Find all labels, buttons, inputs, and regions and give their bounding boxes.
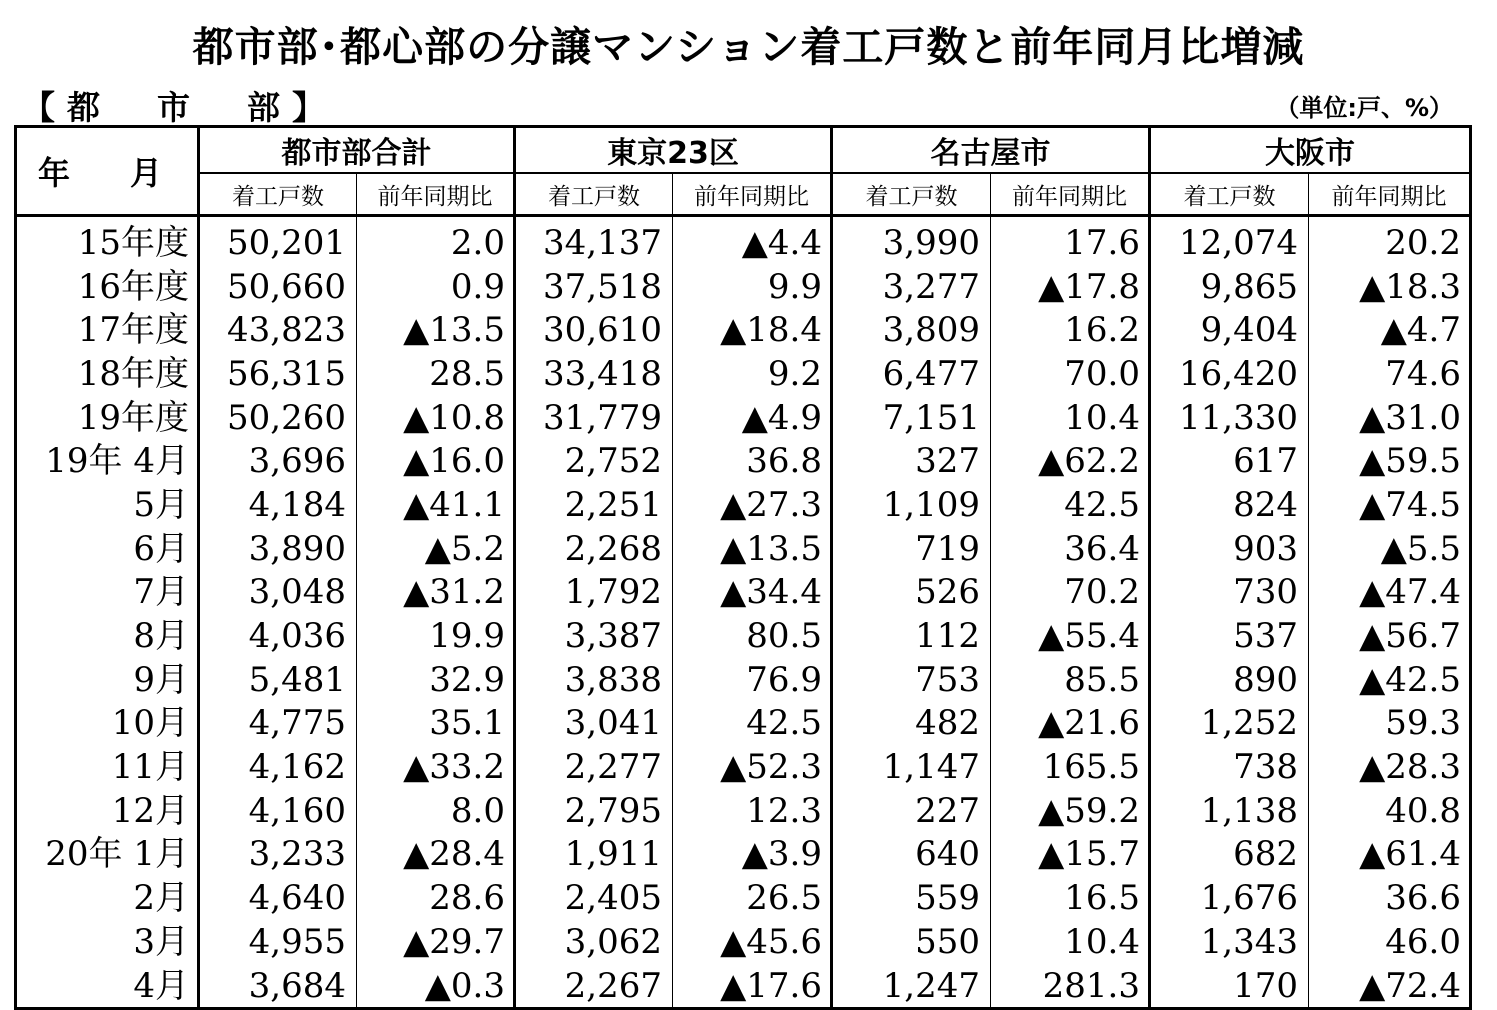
region-label: 【都 市 部】 — [22, 88, 337, 127]
starts-cell: 730 — [1150, 571, 1309, 615]
ratio-cell: 19.9 — [357, 614, 515, 658]
ratio-cell: 28.6 — [357, 876, 515, 920]
header-group-tokyo23: 東京23区 — [515, 127, 832, 174]
ratio-cell: 36.6 — [1309, 876, 1471, 920]
row-period: 16年度 — [77, 266, 189, 307]
starts-cell: 3,041 — [515, 702, 673, 746]
starts-cell: 4,162 — [199, 745, 357, 789]
ratio-cell: 9.9 — [673, 265, 832, 309]
starts-cell: 37,518 — [515, 265, 673, 309]
ratio-cell: 36.8 — [673, 439, 832, 483]
ratio-cell: ▲10.8 — [357, 396, 515, 440]
starts-cell: 682 — [1150, 833, 1309, 877]
starts-cell: 3,990 — [832, 216, 991, 265]
table-row — [16, 745, 1471, 789]
header-group-total: 都市部合計 — [199, 127, 515, 174]
ratio-cell: ▲17.6 — [673, 964, 832, 1009]
ratio-cell: ▲45.6 — [673, 920, 832, 964]
ratio-cell: 85.5 — [991, 658, 1150, 702]
subheader-ratio: 前年同期比 — [357, 173, 515, 216]
starts-cell: 43,823 — [199, 308, 357, 352]
ratio-cell: ▲59.5 — [1309, 439, 1471, 483]
starts-cell: 3,838 — [515, 658, 673, 702]
ratio-cell: 8.0 — [357, 789, 515, 833]
header-group-osaka: 大阪市 — [1150, 127, 1471, 174]
ratio-cell: ▲42.5 — [1309, 658, 1471, 702]
table-row — [16, 352, 1471, 396]
ratio-cell: 80.5 — [673, 614, 832, 658]
row-period: 2月 — [133, 878, 189, 919]
starts-cell: 3,062 — [515, 920, 673, 964]
ratio-cell: ▲5.2 — [357, 527, 515, 571]
table-row — [16, 483, 1471, 527]
ratio-cell: ▲28.3 — [1309, 745, 1471, 789]
ratio-cell: ▲17.8 — [991, 265, 1150, 309]
starts-cell: 1,247 — [832, 964, 991, 1009]
ratio-cell: ▲74.5 — [1309, 483, 1471, 527]
ratio-cell: 32.9 — [357, 658, 515, 702]
starts-cell: 4,160 — [199, 789, 357, 833]
table-body — [16, 216, 1471, 1009]
table-row — [16, 833, 1471, 877]
starts-cell: 5,481 — [199, 658, 357, 702]
ratio-cell: 70.0 — [991, 352, 1150, 396]
table-row — [16, 527, 1471, 571]
starts-cell: 738 — [1150, 745, 1309, 789]
starts-cell: 112 — [832, 614, 991, 658]
table-row — [16, 658, 1471, 702]
ratio-cell: ▲33.2 — [357, 745, 515, 789]
starts-cell: 3,048 — [199, 571, 357, 615]
ratio-cell: ▲61.4 — [1309, 833, 1471, 877]
ratio-cell: ▲18.3 — [1309, 265, 1471, 309]
table-row — [16, 614, 1471, 658]
ratio-cell: ▲13.5 — [673, 527, 832, 571]
starts-cell: 1,792 — [515, 571, 673, 615]
ratio-cell: 12.3 — [673, 789, 832, 833]
ratio-cell: ▲13.5 — [357, 308, 515, 352]
table-row — [16, 396, 1471, 440]
starts-cell: 327 — [832, 439, 991, 483]
starts-cell: 903 — [1150, 527, 1309, 571]
ratio-cell: 17.6 — [991, 216, 1150, 265]
starts-cell: 2,795 — [515, 789, 673, 833]
starts-cell: 227 — [832, 789, 991, 833]
ratio-cell: 59.3 — [1309, 702, 1471, 746]
ratio-cell: ▲0.3 — [357, 964, 515, 1009]
starts-cell: 1,109 — [832, 483, 991, 527]
ratio-cell: 42.5 — [991, 483, 1150, 527]
row-period: 19年 4月 — [45, 441, 189, 482]
ratio-cell: 0.9 — [357, 265, 515, 309]
ratio-cell: 42.5 — [673, 702, 832, 746]
starts-cell: 4,036 — [199, 614, 357, 658]
starts-cell: 1,252 — [1150, 702, 1309, 746]
starts-cell: 12,074 — [1150, 216, 1309, 265]
row-period: 8月 — [133, 616, 189, 657]
row-period: 15年度 — [77, 222, 189, 263]
ratio-cell: ▲18.4 — [673, 308, 832, 352]
ratio-cell: ▲34.4 — [673, 571, 832, 615]
row-period: 10月 — [111, 703, 189, 744]
ratio-cell: 74.6 — [1309, 352, 1471, 396]
starts-cell: 3,387 — [515, 614, 673, 658]
starts-cell: 3,696 — [199, 439, 357, 483]
page-title: 都市部･都心部の分譲マンション着工戸数と前年同月比増減 — [192, 23, 1305, 71]
ratio-cell: ▲27.3 — [673, 483, 832, 527]
starts-cell: 640 — [832, 833, 991, 877]
starts-cell: 3,277 — [832, 265, 991, 309]
starts-cell: 550 — [832, 920, 991, 964]
starts-cell: 482 — [832, 702, 991, 746]
table-row — [16, 876, 1471, 920]
starts-cell: 2,277 — [515, 745, 673, 789]
ratio-cell: ▲55.4 — [991, 614, 1150, 658]
ratio-cell: ▲47.4 — [1309, 571, 1471, 615]
starts-cell: 34,137 — [515, 216, 673, 265]
starts-cell: 1,343 — [1150, 920, 1309, 964]
row-period: 17年度 — [77, 310, 189, 351]
starts-cell: 33,418 — [515, 352, 673, 396]
data-table — [14, 125, 1472, 1010]
ratio-cell: ▲16.0 — [357, 439, 515, 483]
ratio-cell: 35.1 — [357, 702, 515, 746]
ratio-cell: ▲59.2 — [991, 789, 1150, 833]
starts-cell: 2,405 — [515, 876, 673, 920]
ratio-cell: 16.2 — [991, 308, 1150, 352]
starts-cell: 31,779 — [515, 396, 673, 440]
subheader-starts: 着工戸数 — [515, 173, 673, 216]
starts-cell: 9,865 — [1150, 265, 1309, 309]
unit-label: （単位:戸、%） — [1275, 94, 1453, 122]
starts-cell: 11,330 — [1150, 396, 1309, 440]
starts-cell: 617 — [1150, 439, 1309, 483]
starts-cell: 2,251 — [515, 483, 673, 527]
starts-cell: 3,890 — [199, 527, 357, 571]
ratio-cell: 10.4 — [991, 396, 1150, 440]
table-row — [16, 789, 1471, 833]
ratio-cell: 36.4 — [991, 527, 1150, 571]
row-period: 20年 1月 — [45, 834, 189, 875]
subheader-ratio: 前年同期比 — [673, 173, 832, 216]
starts-cell: 50,660 — [199, 265, 357, 309]
starts-cell: 2,752 — [515, 439, 673, 483]
ratio-cell: 76.9 — [673, 658, 832, 702]
ratio-cell: ▲5.5 — [1309, 527, 1471, 571]
starts-cell: 2,268 — [515, 527, 673, 571]
ratio-cell: 70.2 — [991, 571, 1150, 615]
ratio-cell: 16.5 — [991, 876, 1150, 920]
starts-cell: 3,233 — [199, 833, 357, 877]
ratio-cell: ▲72.4 — [1309, 964, 1471, 1009]
ratio-cell: 9.2 — [673, 352, 832, 396]
row-period: 3月 — [133, 921, 189, 962]
ratio-cell: ▲4.4 — [673, 216, 832, 265]
table-row — [16, 702, 1471, 746]
subheader-ratio: 前年同期比 — [991, 173, 1150, 216]
row-period: 5月 — [133, 484, 189, 525]
ratio-cell: ▲21.6 — [991, 702, 1150, 746]
table-row — [16, 265, 1471, 309]
ratio-cell: ▲52.3 — [673, 745, 832, 789]
subheader-ratio: 前年同期比 — [1309, 173, 1471, 216]
subheader-starts: 着工戸数 — [1150, 173, 1309, 216]
ratio-cell: ▲31.2 — [357, 571, 515, 615]
ratio-cell: 28.5 — [357, 352, 515, 396]
starts-cell: 4,775 — [199, 702, 357, 746]
row-period: 4月 — [133, 965, 189, 1006]
ratio-cell: ▲29.7 — [357, 920, 515, 964]
starts-cell: 1,911 — [515, 833, 673, 877]
starts-cell: 50,260 — [199, 396, 357, 440]
subheader-starts: 着工戸数 — [832, 173, 991, 216]
ratio-cell: 40.8 — [1309, 789, 1471, 833]
row-period: 19年度 — [77, 397, 189, 438]
ratio-cell: 165.5 — [991, 745, 1150, 789]
starts-cell: 1,147 — [832, 745, 991, 789]
starts-cell: 3,684 — [199, 964, 357, 1009]
row-period: 12月 — [111, 790, 189, 831]
subheader-starts: 着工戸数 — [199, 173, 357, 216]
ratio-cell: 26.5 — [673, 876, 832, 920]
ratio-cell: 2.0 — [357, 216, 515, 265]
table-row — [16, 571, 1471, 615]
row-period: 9月 — [133, 659, 189, 700]
table-row — [16, 920, 1471, 964]
starts-cell: 537 — [1150, 614, 1309, 658]
ratio-cell: 10.4 — [991, 920, 1150, 964]
ratio-cell: ▲31.0 — [1309, 396, 1471, 440]
ratio-cell: ▲4.7 — [1309, 308, 1471, 352]
ratio-cell: ▲62.2 — [991, 439, 1150, 483]
starts-cell: 1,138 — [1150, 789, 1309, 833]
ratio-cell: ▲4.9 — [673, 396, 832, 440]
row-period: 6月 — [133, 528, 189, 569]
ratio-cell: 20.2 — [1309, 216, 1471, 265]
starts-cell: 16,420 — [1150, 352, 1309, 396]
table-row — [16, 964, 1471, 1009]
row-period: 18年度 — [77, 353, 189, 394]
starts-cell: 890 — [1150, 658, 1309, 702]
header-year-month: 年 月 — [16, 127, 199, 216]
starts-cell: 30,610 — [515, 308, 673, 352]
ratio-cell: ▲28.4 — [357, 833, 515, 877]
ratio-cell: ▲3.9 — [673, 833, 832, 877]
ratio-cell: ▲15.7 — [991, 833, 1150, 877]
starts-cell: 4,184 — [199, 483, 357, 527]
ratio-cell: 46.0 — [1309, 920, 1471, 964]
table-row — [16, 439, 1471, 483]
starts-cell: 2,267 — [515, 964, 673, 1009]
row-period: 11月 — [111, 747, 189, 788]
starts-cell: 719 — [832, 527, 991, 571]
row-period: 7月 — [133, 572, 189, 613]
starts-cell: 559 — [832, 876, 991, 920]
table-row — [16, 308, 1471, 352]
ratio-cell: ▲56.7 — [1309, 614, 1471, 658]
starts-cell: 4,955 — [199, 920, 357, 964]
starts-cell: 7,151 — [832, 396, 991, 440]
starts-cell: 526 — [832, 571, 991, 615]
starts-cell: 3,809 — [832, 308, 991, 352]
starts-cell: 753 — [832, 658, 991, 702]
starts-cell: 1,676 — [1150, 876, 1309, 920]
starts-cell: 56,315 — [199, 352, 357, 396]
starts-cell: 9,404 — [1150, 308, 1309, 352]
starts-cell: 170 — [1150, 964, 1309, 1009]
ratio-cell: 281.3 — [991, 964, 1150, 1009]
starts-cell: 824 — [1150, 483, 1309, 527]
starts-cell: 50,201 — [199, 216, 357, 265]
starts-cell: 4,640 — [199, 876, 357, 920]
starts-cell: 6,477 — [832, 352, 991, 396]
header-group-nagoya: 名古屋市 — [832, 127, 1150, 174]
table-row — [16, 216, 1471, 265]
ratio-cell: ▲41.1 — [357, 483, 515, 527]
